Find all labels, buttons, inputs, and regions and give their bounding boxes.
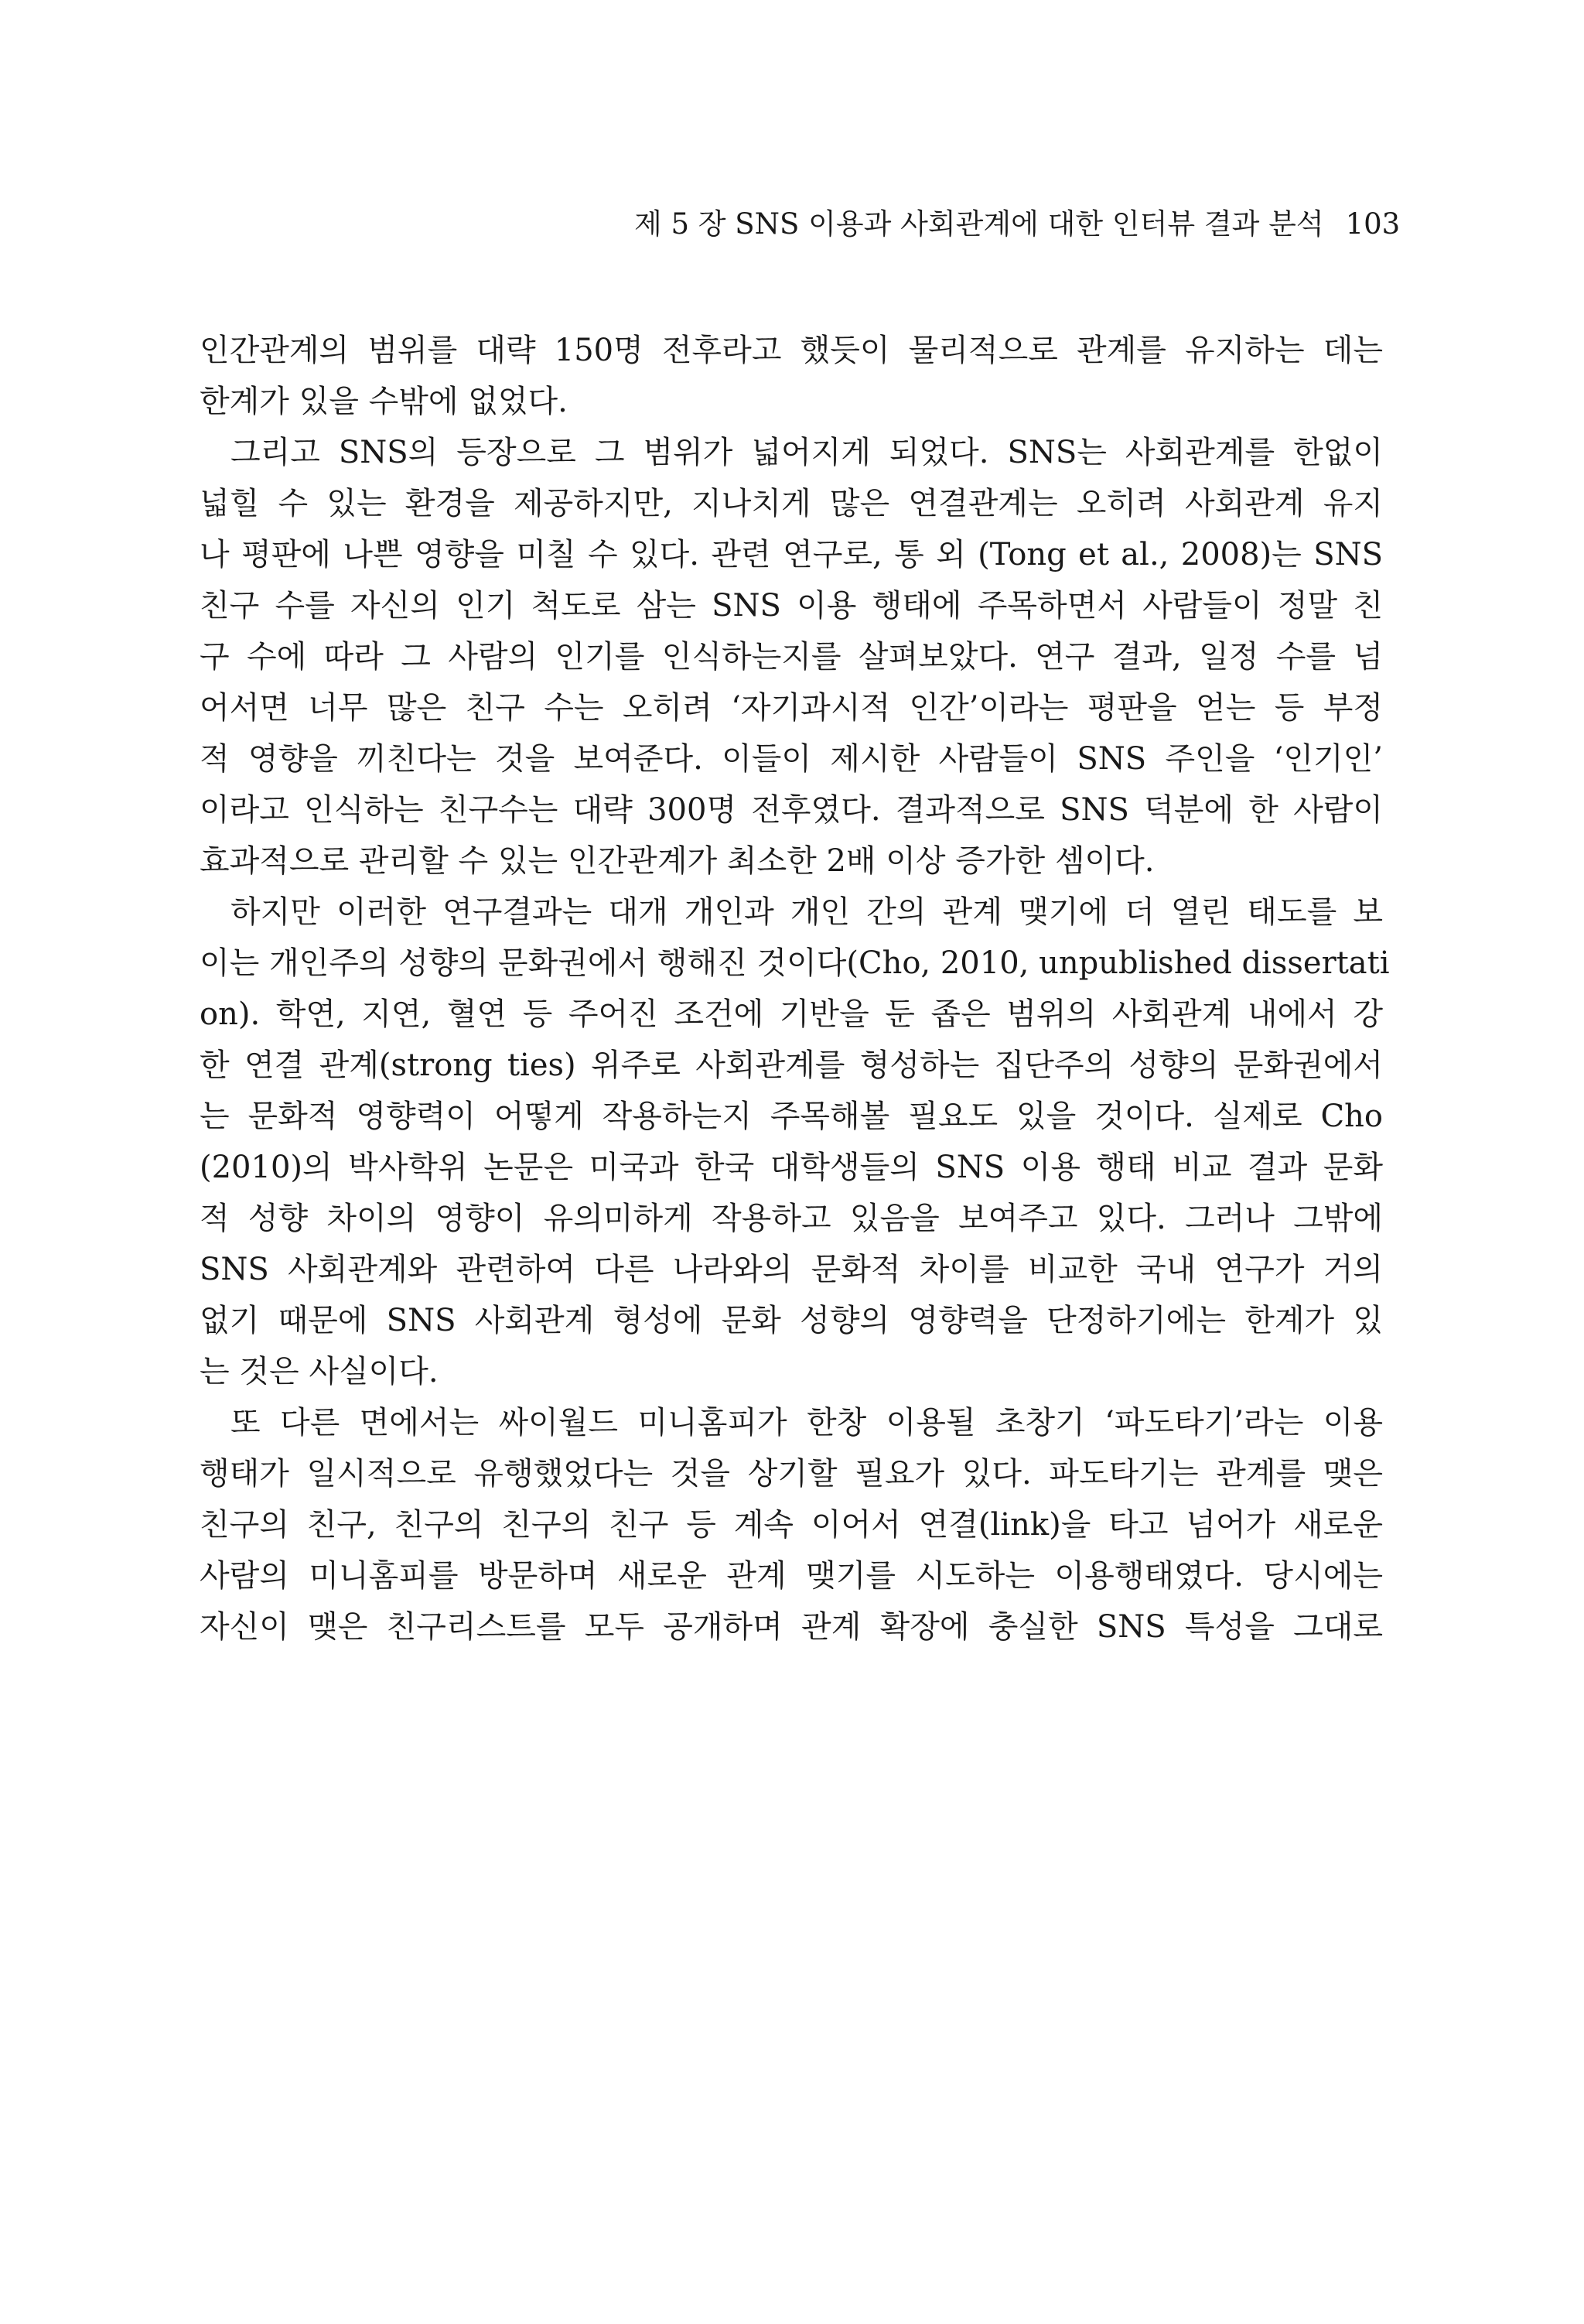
- text-line: 구 수에 따라 그 사람의 인기를 인식하는지를 살펴보았다. 연구 결과, 일정 수를 넘: [200, 639, 1383, 675]
- body-text: [200, 325, 1390, 1652]
- text-line: 없기 때문에 SNS 사회관계 형성에 문화 성향의 영향력을 단정하기에는 한계가 있: [200, 1303, 1383, 1338]
- text-line: 는 문화적 영향력이 어떻게 작용하는지 주목해볼 필요도 있을 것이다. 실제로 Cho: [200, 1099, 1383, 1134]
- text-line: 행태가 일시적으로 유행했었다는 것을 상기할 필요가 있다. 파도타기는 관계를 맺은: [200, 1456, 1383, 1492]
- text-line: (2010)의 박사학위 논문은 미국과 한국 대학생들의 SNS 이용 행태 비교 결과 문화: [200, 1150, 1383, 1185]
- text-line: 친구의 친구, 친구의 친구의 친구 등 계속 이어서 연결(link)을 타고 넘어가 새로운: [200, 1507, 1383, 1543]
- text-line: 친구 수를 자신의 인기 척도로 삼는 SNS 이용 행태에 주목하면서 사람들이 정말 친: [200, 588, 1383, 624]
- text-line: 한 연결 관계(strong ties) 위주로 사회관계를 형성하는 집단주의 성향의 문화권에서: [200, 1048, 1383, 1083]
- text-line: 하지만 이러한 연구결과는 대개 개인과 개인 간의 관계 맺기에 더 열린 태도를 보: [230, 894, 1383, 930]
- text-line: on). 학연, 지연, 혈연 등 주어진 조건에 기반을 둔 좁은 범위의 사회관계 내에서 강: [200, 996, 1383, 1032]
- text-line: 또 다른 면에서는 싸이월드 미니홈피가 한창 이용될 초창기 ‘파도타기’라는 이용: [230, 1405, 1383, 1441]
- text-line: 는 것은 사실이다.: [200, 1354, 439, 1389]
- text-line: 사람의 미니홈피를 방문하며 새로운 관계 맺기를 시도하는 이용행태였다. 당시에는: [200, 1558, 1383, 1594]
- text-line: 이는 개인주의 성향의 문화권에서 행해진 것이다(Cho, 2010, unpublished dissertati: [200, 945, 1390, 981]
- text-line: SNS 사회관계와 관련하여 다른 나라와의 문화적 차이를 비교한 국내 연구가 거의: [200, 1252, 1383, 1287]
- text-line: 넓힐 수 있는 환경을 제공하지만, 지나치게 많은 연결관계는 오히려 사회관계 유지: [200, 486, 1383, 521]
- text-line: 자신이 맺은 친구리스트를 모두 공개하며 관계 확장에 충실한 SNS 특성을 그대로: [200, 1609, 1383, 1645]
- text-line: 한계가 있을 수밖에 없었다.: [200, 384, 568, 419]
- text-line: 적 성향 차이의 영향이 유의미하게 작용하고 있음을 보여주고 있다. 그러나 그밖에: [200, 1201, 1383, 1236]
- page-number: 103: [1345, 207, 1401, 241]
- text-line: 나 평판에 나쁜 영향을 미칠 수 있다. 관련 연구로, 통 외 (Tong et al., 2008)는 SNS: [200, 537, 1383, 572]
- running-header: [634, 207, 1401, 241]
- text-line: 인간관계의 범위를 대략 150명 전후라고 했듯이 물리적으로 관계를 유지하는 데는: [200, 333, 1383, 368]
- chapter-title: 제 5 장 SNS 이용과 사회관계에 대한 인터뷰 결과 분석: [634, 207, 1324, 241]
- text-line: 효과적으로 관리할 수 있는 인간관계가 최소한 2배 이상 증가한 셈이다.: [200, 843, 1155, 879]
- text-line: 적 영향을 끼친다는 것을 보여준다. 이들이 제시한 사람들이 SNS 주인을 ‘인기인’: [200, 741, 1383, 777]
- text-line: 어서면 너무 많은 친구 수는 오히려 ‘자기과시적 인간’이라는 평판을 얻는 등 부정: [200, 690, 1383, 726]
- text-line: 그리고 SNS의 등장으로 그 범위가 넓어지게 되었다. SNS는 사회관계를 한없이: [230, 435, 1383, 470]
- text-line: 이라고 인식하는 친구수는 대략 300명 전후였다. 결과적으로 SNS 덕분에 한 사람이: [200, 792, 1383, 828]
